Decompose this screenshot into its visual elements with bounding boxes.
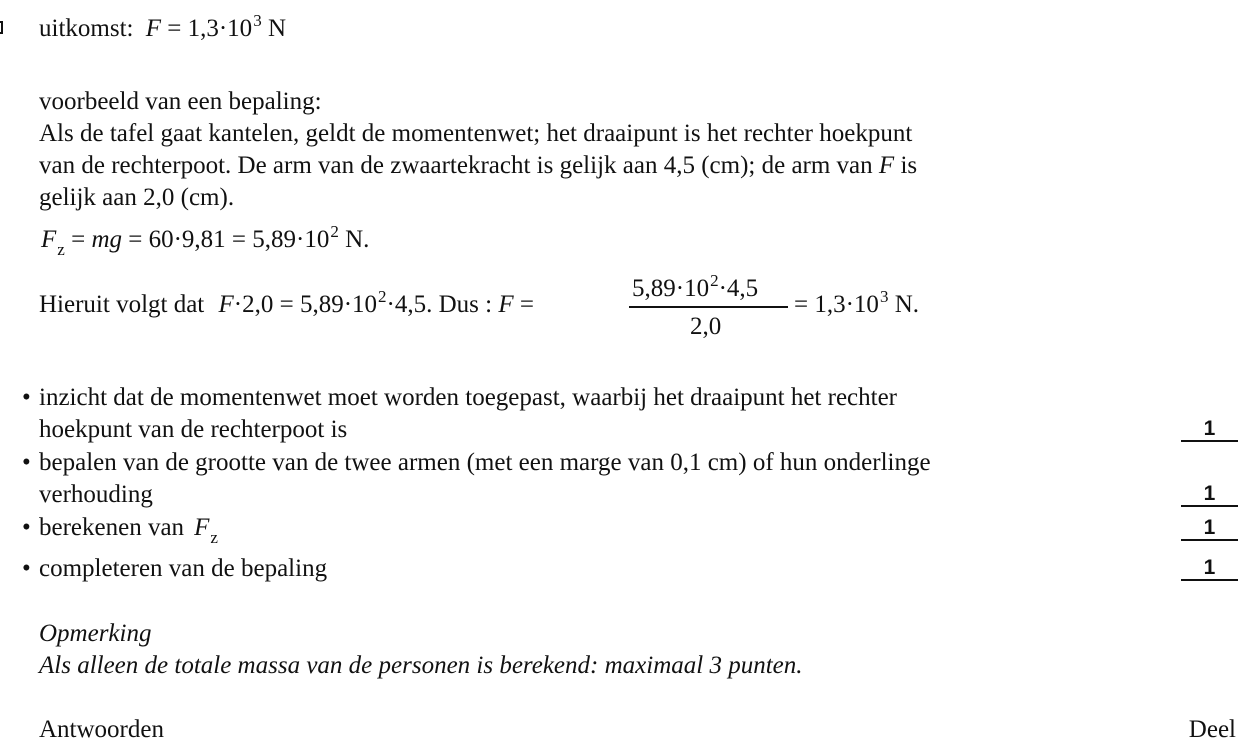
result-value-unit: N. <box>888 291 919 318</box>
fz-mg: mg <box>91 226 122 253</box>
dus-eq: = <box>513 291 534 318</box>
result-mantissa: 1,3·10 <box>187 15 253 42</box>
example-heading: voorbeeld van een bepaling: <box>39 88 322 115</box>
criterion-2-line-2: verhouding <box>39 481 153 508</box>
criterion-2-points: 1 <box>1181 483 1238 507</box>
criterion-3-sub: z <box>210 528 218 547</box>
result-exp: 3 <box>879 287 889 306</box>
result-var: F <box>145 15 161 42</box>
criterion-4-points: 1 <box>1181 557 1238 581</box>
example-line-2-var: F <box>878 152 895 179</box>
remark-heading: Opmerking <box>39 620 152 647</box>
result-equals: = <box>167 15 182 42</box>
fz-eq-1: = <box>64 226 92 253</box>
result-label: uitkomst: <box>39 15 134 42</box>
criterion-4-line: completeren van de bepaling <box>39 555 328 582</box>
criterion-3-text: berekenen van <box>39 514 185 541</box>
fz-equation <box>41 222 370 259</box>
result-unit: N <box>267 15 286 42</box>
footer-left: Antwoorden <box>39 716 164 743</box>
criterion-4-bullet: • <box>22 555 31 582</box>
fraction-result <box>794 287 919 318</box>
hieruit-mid: ·2,0 = 5,89·10 <box>233 291 378 318</box>
hieruit-exp: 2 <box>378 287 387 306</box>
criterion-2-line-1: bepalen van de grootte van de twee armen (met een marge van 0,1 cm) of hun onderlinge <box>39 449 931 476</box>
criterion-1-line-2: hoekpunt van de rechterpoot is <box>39 416 348 443</box>
criterion-3-bullet: • <box>22 514 31 541</box>
dus-var: F <box>498 291 514 318</box>
example-line-2-start: van de rechterpoot. De arm van de zwaartekracht is gelijk aan 4,5 (cm); de arm van <box>39 152 879 179</box>
fz-unit: N. <box>338 226 370 253</box>
example-line-1: Als de tafel gaat kantelen, geldt de momentenwet; het draaipunt is het rechter hoekpunt <box>39 120 913 147</box>
result-exponent: 3 <box>253 11 262 30</box>
result-line <box>39 11 286 42</box>
fz-var: F <box>41 226 57 253</box>
remark-text: Als alleen de totale massa van de personen is berekend: maximaal 3 punten. <box>39 652 803 679</box>
checkbox-icon <box>0 21 3 34</box>
example-line-2-end: is <box>894 152 918 179</box>
fraction-line <box>629 306 788 308</box>
criterion-1-bullet: • <box>22 384 31 411</box>
fz-exp: 2 <box>330 222 339 241</box>
hieruit-end: ·4,5. Dus : <box>386 291 499 318</box>
numerator-a: 5,89·10 <box>632 275 710 302</box>
criterion-2-bullet: • <box>22 449 31 476</box>
criterion-3-var: F <box>194 514 210 541</box>
criterion-1-points: 1 <box>1181 418 1238 442</box>
fraction-numerator <box>632 271 759 302</box>
example-line-2 <box>39 153 917 178</box>
fraction-denominator: 2,0 <box>690 313 722 340</box>
numerator-exp: 2 <box>710 271 719 290</box>
criterion-3-line <box>39 514 218 547</box>
example-line-3: gelijk aan 2,0 (cm). <box>39 184 235 211</box>
result-value: = 1,3·10 <box>794 291 879 318</box>
hieruit-line <box>39 287 534 318</box>
fz-sub: z <box>57 240 65 259</box>
footer-right: Deel <box>1188 716 1236 743</box>
criterion-1-line-1: inzicht dat de momentenwet moet worden toegepast, waarbij het draaipunt het rechter <box>39 384 898 411</box>
hieruit-var: F <box>218 291 234 318</box>
numerator-b: ·4,5 <box>718 275 759 302</box>
hieruit-text: Hieruit volgt dat <box>39 291 205 318</box>
fz-value: = 60·9,81 = 5,89·10 <box>122 226 330 253</box>
criterion-3-points: 1 <box>1181 517 1238 541</box>
